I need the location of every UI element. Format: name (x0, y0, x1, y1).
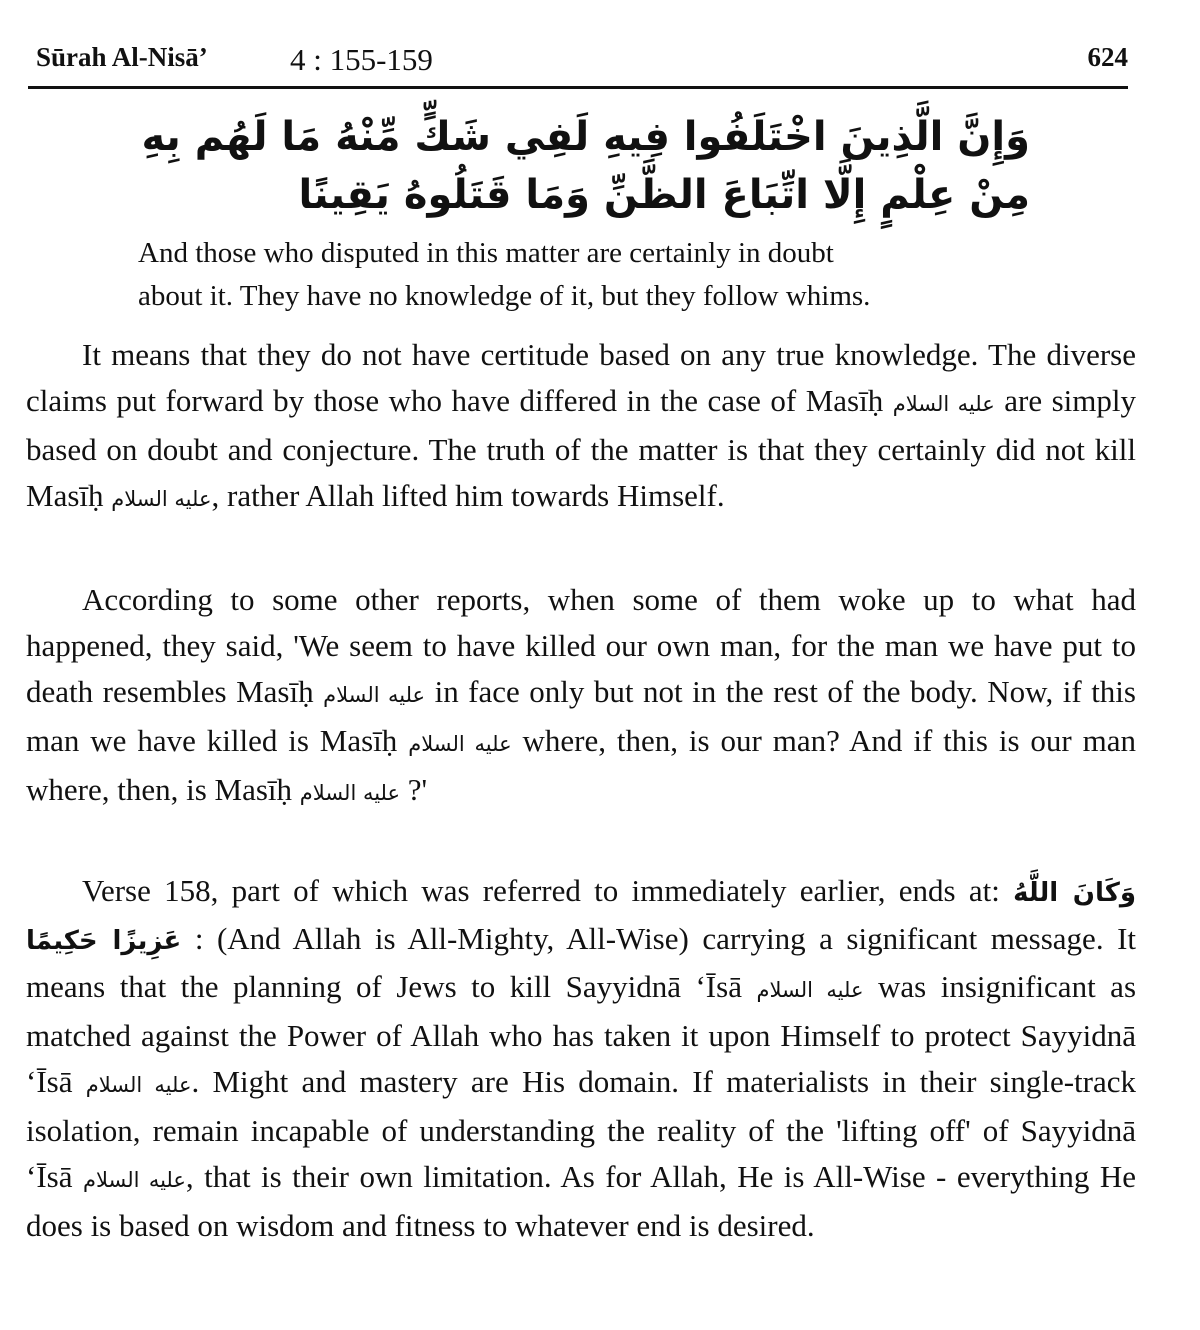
honorific-arabic: عليه السلام (85, 1073, 192, 1097)
translation-line-2: about it. They have no knowledge of it, but they follow whims. (138, 280, 871, 312)
verse-translation (138, 232, 1038, 318)
running-header (28, 40, 1128, 89)
p2-text-b: in face only but not in the rest of the body. Now, if this man we have killed is Masīḥ (26, 674, 1136, 758)
translation-line-1: And those who disputed in this matter are certainly in doubt (138, 237, 834, 269)
paragraph-1 (26, 332, 1136, 522)
paragraph-2 (26, 577, 1136, 816)
p3-text-e: , that is their own limitation. As for Allah, He is All-Wise - everything He does is based on wisdom and fitness to whatever end is desired. (26, 1159, 1136, 1243)
p2-text-a: According to some other reports, when some of them woke up to what had happened, they said, 'We seem to have killed our own man, for the man we have put to death resembles Masīḥ (26, 582, 1136, 709)
p2-text-d: ?' (407, 772, 428, 807)
p3-text-c: was insignificant as matched against the Power of Allah who has taken it upon Himself to protect Sayyidnā ‘Īsā (26, 969, 1137, 1099)
page-number: 624 (1087, 42, 1128, 72)
p1-text-b: are simply based on doubt and conjecture. The truth of the matter is that they certainly did not kill Masīḥ (26, 383, 1137, 513)
p3-text-b: : (And Allah is All-Mighty, All-Wise) carrying a significant message. It means that the planning of Jews to kill Sayyidnā ‘Īsā (26, 921, 1137, 1004)
honorific-arabic: عليه السلام (299, 781, 401, 805)
p3-text-a: Verse 158, part of which was referred to immediately earlier, ends at: (82, 873, 1000, 908)
arabic-verse: وَإِنَّ الَّذِينَ اخْتَلَفُوا فِيهِ لَفِي شَكٍّ مِّنْهُ مَا لَهُم بِهِ مِنْ عِلْمٍ إِلَّا اتِّبَاعَ الظَّنِّ وَمَا قَتَلُوهُ يَقِينًا (141, 114, 1030, 218)
surah-title: Sūrah Al-Nisā’ (36, 42, 208, 72)
paragraph-3 (26, 868, 1136, 1249)
verse-reference: 4 : 155-159 (290, 42, 433, 77)
honorific-arabic: عليه السلام (408, 732, 512, 756)
honorific-arabic: عليه السلام (323, 683, 426, 707)
p1-text-a: It means that they do not have certitude based on any true knowledge. The diverse claims put forward by those who have differed in the case of Masīḥ (26, 337, 1136, 418)
p3-text-d: . Might and mastery are His domain. If materialists in their single-track isolation, remain incapable of understanding the reality of the 'lifting off' of Sayyidnā ‘Īsā (26, 1064, 1136, 1194)
p2-text-c: where, then, is our man? And if this is our man where, then, is Masīḥ (26, 723, 1137, 807)
honorific-arabic: عليه السلام (892, 392, 995, 416)
honorific-arabic: عليه السلام (82, 1168, 186, 1192)
verse-158-arabic: وَكَانَ اللَّهُ عَزِيزًا حَكِيمًا (26, 878, 1137, 956)
p1-text-c: , rather Allah lifted him towards Himself. (211, 478, 725, 513)
honorific-arabic: عليه السلام (111, 487, 212, 511)
honorific-arabic: عليه السلام (756, 978, 864, 1002)
